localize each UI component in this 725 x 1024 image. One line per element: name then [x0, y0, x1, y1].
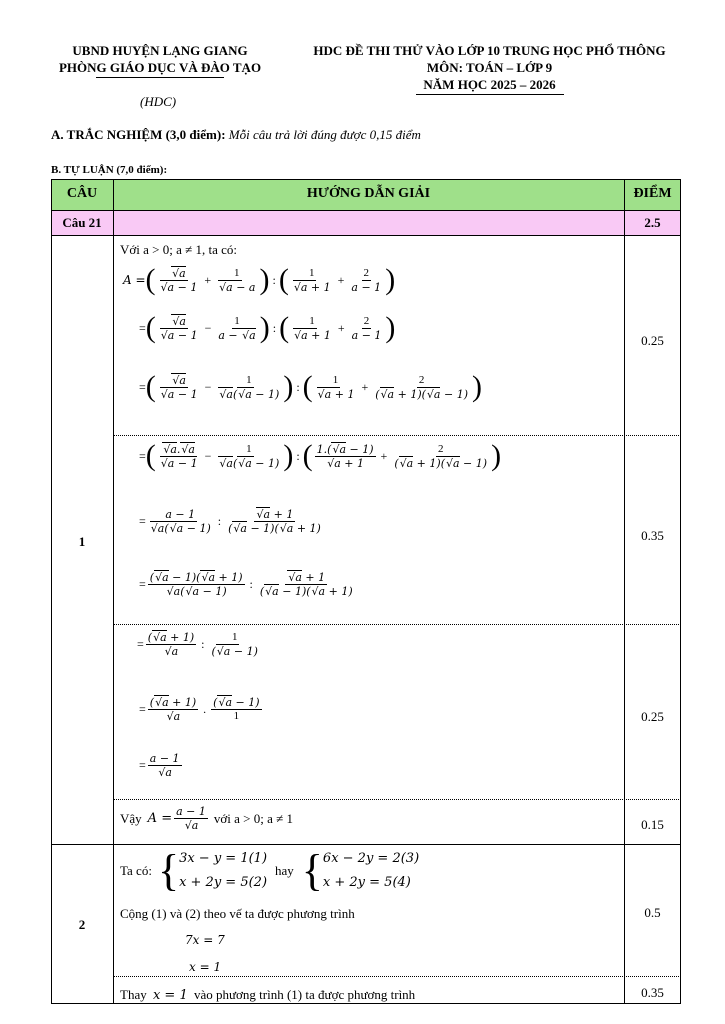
score-step-4: 0.15: [641, 817, 664, 832]
dotted-line-3: [113, 799, 681, 800]
table-border-top: [51, 179, 681, 180]
part-1-intro: Với a > 0; a ≠ 1, ta có:: [120, 242, 238, 257]
department-name: UBND HUYỆN LẠNG GIANG: [72, 43, 248, 58]
system1-eq1: 3x − y = 1(1): [179, 851, 268, 866]
formula-line-5: = $\frac{a - 1}{√a(√a - 1)}$ : $\frac{√a + 1}{(√a - 1)(√a + 1)}$: [139, 508, 321, 535]
score-part2-1: 0.5: [644, 905, 661, 920]
dotted-line-2: [113, 624, 681, 625]
formula-line-4: = ( $\frac{√a.√a}{√a - 1}$ − $\frac{1}{√a(√a - 1)}$ ) : ( $\frac{1.(√a - 1)}{√a + 1}$ + $\frac{2}{(√a + 1)(√a - 1)}$ ): [139, 439, 502, 472]
office-name: PHÒNG GIÁO DỤC VÀ ĐÀO TẠO: [58, 60, 262, 75]
formula-line-7: = $\frac{(√a + 1)}{√a}$ : $\frac{1}{(√a - 1)}$: [137, 631, 258, 658]
score-step-1: 0.25: [641, 333, 664, 348]
conclusion-line: Vậy A = $\frac{a - 1}{√a}$ với a > 0; a ≠ 1: [120, 805, 293, 832]
substitute-line: [120, 987, 415, 1003]
row-line-header: [51, 210, 681, 211]
col-cau-header: CÂU: [66, 186, 98, 201]
col-score-header: ĐIỂM: [633, 186, 672, 201]
table-border-right: [680, 179, 681, 1004]
hay-label: hay: [275, 863, 294, 878]
step-x: x = 1: [189, 960, 222, 974]
step-7x: 7x = 7: [185, 933, 225, 947]
exam-title: HDC ĐỀ THI THỬ VÀO LỚP 10 TRUNG HỌC PHỔ THÔNG: [313, 43, 666, 58]
formula-line-9: = $\frac{a - 1}{√a}$: [139, 752, 180, 779]
header-right: [292, 42, 687, 95]
section-a-title: A. TRẮC NGHIỆM (3,0 điểm):: [51, 127, 226, 142]
formula-line-8: = $\frac{(√a + 1)}{√a}$ . $\frac{(√a - 1)}{1}$: [139, 696, 260, 723]
formula-line-2: = ( $\frac{√a}{√a - 1}$ − $\frac{1}{a - √a}$ ) : ( $\frac{1}{√a + 1}$ + $\frac{2}{a - 1}$ ): [139, 311, 396, 344]
system1-eq2: x + 2y = 5(2): [179, 875, 268, 890]
dotted-line-1: [113, 435, 681, 436]
question-score: 2.5: [644, 215, 661, 230]
question-label: Câu 21: [62, 215, 102, 230]
row-line-question: [51, 235, 681, 236]
system2-eq1: 6x − 2y = 2(3): [322, 851, 420, 866]
substitute-var: x = 1: [152, 988, 188, 1003]
add-equations-text: Cộng (1) và (2) theo vế ta được phương trình: [120, 906, 355, 921]
conclusion-prefix: Vậy: [120, 810, 142, 826]
section-b-title: B. TỰ LUẬN (7,0 điểm):: [51, 164, 168, 176]
question-row: [51, 210, 681, 235]
table-border-bottom: [51, 1003, 681, 1004]
header-underline: [96, 77, 224, 78]
ta-co-label: Ta có:: [120, 863, 152, 878]
conclusion-suffix: với a > 0; a ≠ 1: [213, 810, 293, 826]
row-line-part1: [51, 844, 681, 845]
school-year: NĂM HỌC 2025 – 2026: [423, 77, 556, 92]
score-step-3: 0.25: [641, 709, 664, 724]
substitute-prefix: Thay: [120, 987, 147, 1002]
system-line: Ta có: { 3x − y = 1(1) x + 2y = 5(2) hay { 6x − 2y = 2(3) x + 2y = 5(4): [120, 846, 420, 895]
section-a-note: Mỗi câu trả lời đúng được 0,15 điểm: [228, 127, 421, 142]
formula-line-3: = ( $\frac{√a}{√a - 1}$ − $\frac{1}{√a(√a - 1)}$ ) : ( $\frac{1}{√a + 1}$ + $\frac{2}{(√a + 1)(√a - 1)}$ ): [139, 370, 482, 403]
system2-eq2: x + 2y = 5(4): [322, 875, 411, 890]
header-left: [40, 42, 280, 78]
dotted-line-4: [113, 976, 681, 977]
formula-line-6: = $\frac{(√a - 1)(√a + 1)}{√a(√a - 1)}$ : $\frac{√a + 1}{(√a - 1)(√a + 1)}$: [139, 571, 353, 598]
section-a: [51, 127, 421, 143]
part-1-number: 1: [78, 534, 86, 549]
table-border-left: [51, 179, 52, 1004]
formula-line-1: A = ( $\frac{√a}{√a - 1}$ + $\frac{1}{√a - a}$ ) : ( $\frac{1}{√a + 1}$ + $\frac{2}{a - 1}$ ): [123, 263, 396, 296]
part-2-number: 2: [78, 917, 86, 932]
answer-table: [51, 179, 681, 1004]
score-part2-2: 0.35: [641, 985, 664, 1000]
col-divider-1: [113, 179, 114, 1004]
score-step-2: 0.35: [641, 528, 664, 543]
col-divider-2: [624, 179, 625, 1004]
col-guide-header: HƯỚNG DẪN GIẢI: [306, 186, 431, 201]
substitute-text: vào phương trình (1) ta được phương trình: [193, 987, 416, 1002]
hdc-label: (HDC): [140, 94, 177, 109]
year-underline: [416, 94, 564, 95]
subject-line: MÔN: TOÁN – LỚP 9: [426, 60, 553, 75]
